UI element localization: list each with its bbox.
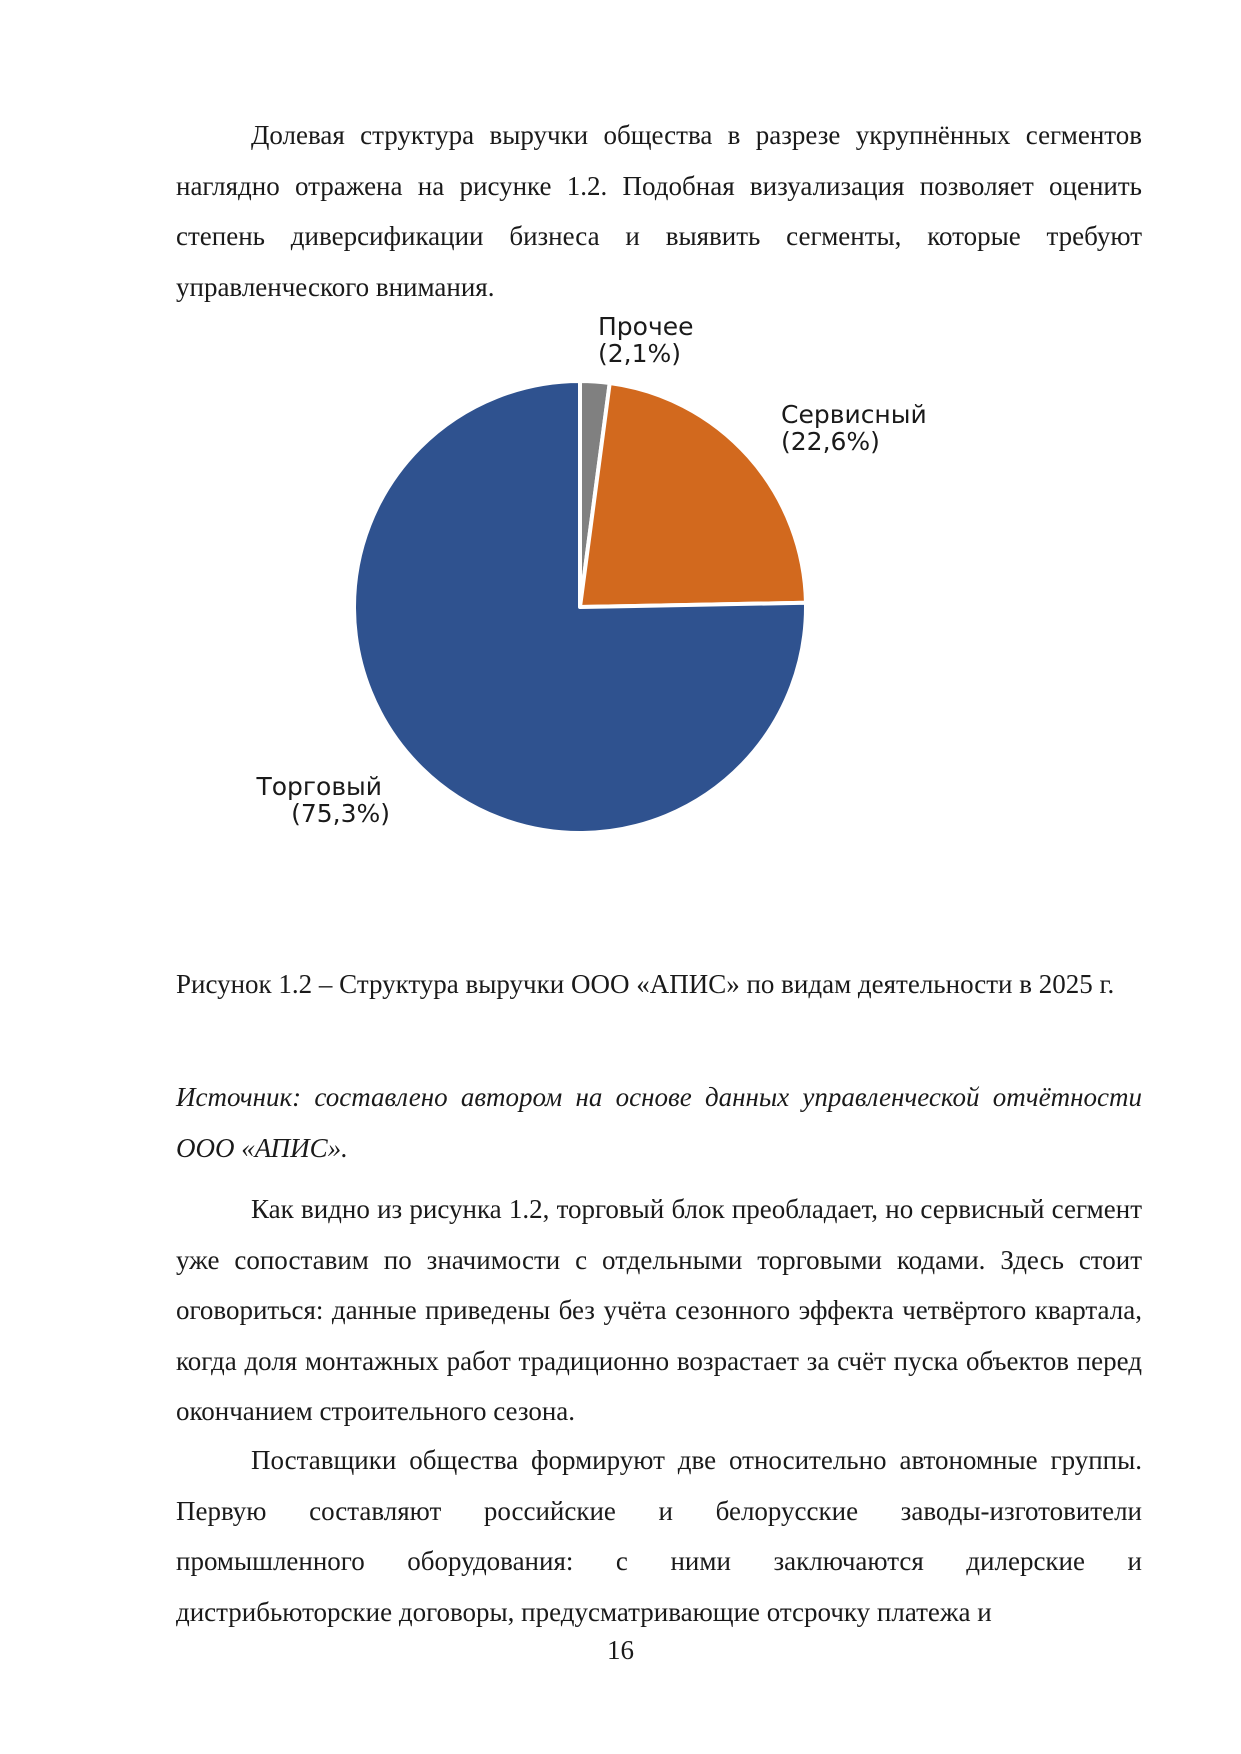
paragraph-analysis: Как видно из рисунка 1.2, торговый блок преобладает, но сервисный сегмент уже сопоставим по значимости с отдельными торговыми кодами. Здесь стоит оговориться: данные приведены без учёта сезонного эффекта четвёртого квартала, когда доля монтажных работ традиционно возрастает за счёт пуска объектов перед окончанием строительного сезона. <box>176 1194 1142 1426</box>
page-number: 16 <box>607 1635 634 1665</box>
paragraph-intro: Долевая структура выручки общества в разрезе укрупнённых сегментов наглядно отражена на рисунке 1.2. Подобная визуализация позволяет оценить степень диверсификации бизнеса и выявить сегменты, которые требуют управленческого внимания. <box>176 120 1142 302</box>
slice-label-trade: Торговый (75,3%) <box>256 772 390 828</box>
figure-caption: Рисунок 1.2 – Структура выручки ООО «АПИС» по видам деятельности в 2025 г. <box>176 969 1115 999</box>
paragraph-suppliers: Поставщики общества формируют две относительно автономные группы. Первую составляют российские и белорусские заводы-изготовители промышленного оборудования: с ними заключаются дилерские и дистрибьюторские договоры, предусматривающие отсрочку платежа и <box>176 1445 1142 1627</box>
figure-source: Источник: составлено автором на основе данных управленческой отчётности ООО «АПИС». <box>176 1082 1142 1163</box>
pie-slice-1 <box>580 383 806 607</box>
revenue-pie-chart <box>176 312 1142 950</box>
slice-label-service: Сервисный (22,6%) <box>781 400 927 456</box>
slice-label-other: Прочее (2,1%) <box>598 312 694 368</box>
pie-slices <box>354 381 806 833</box>
